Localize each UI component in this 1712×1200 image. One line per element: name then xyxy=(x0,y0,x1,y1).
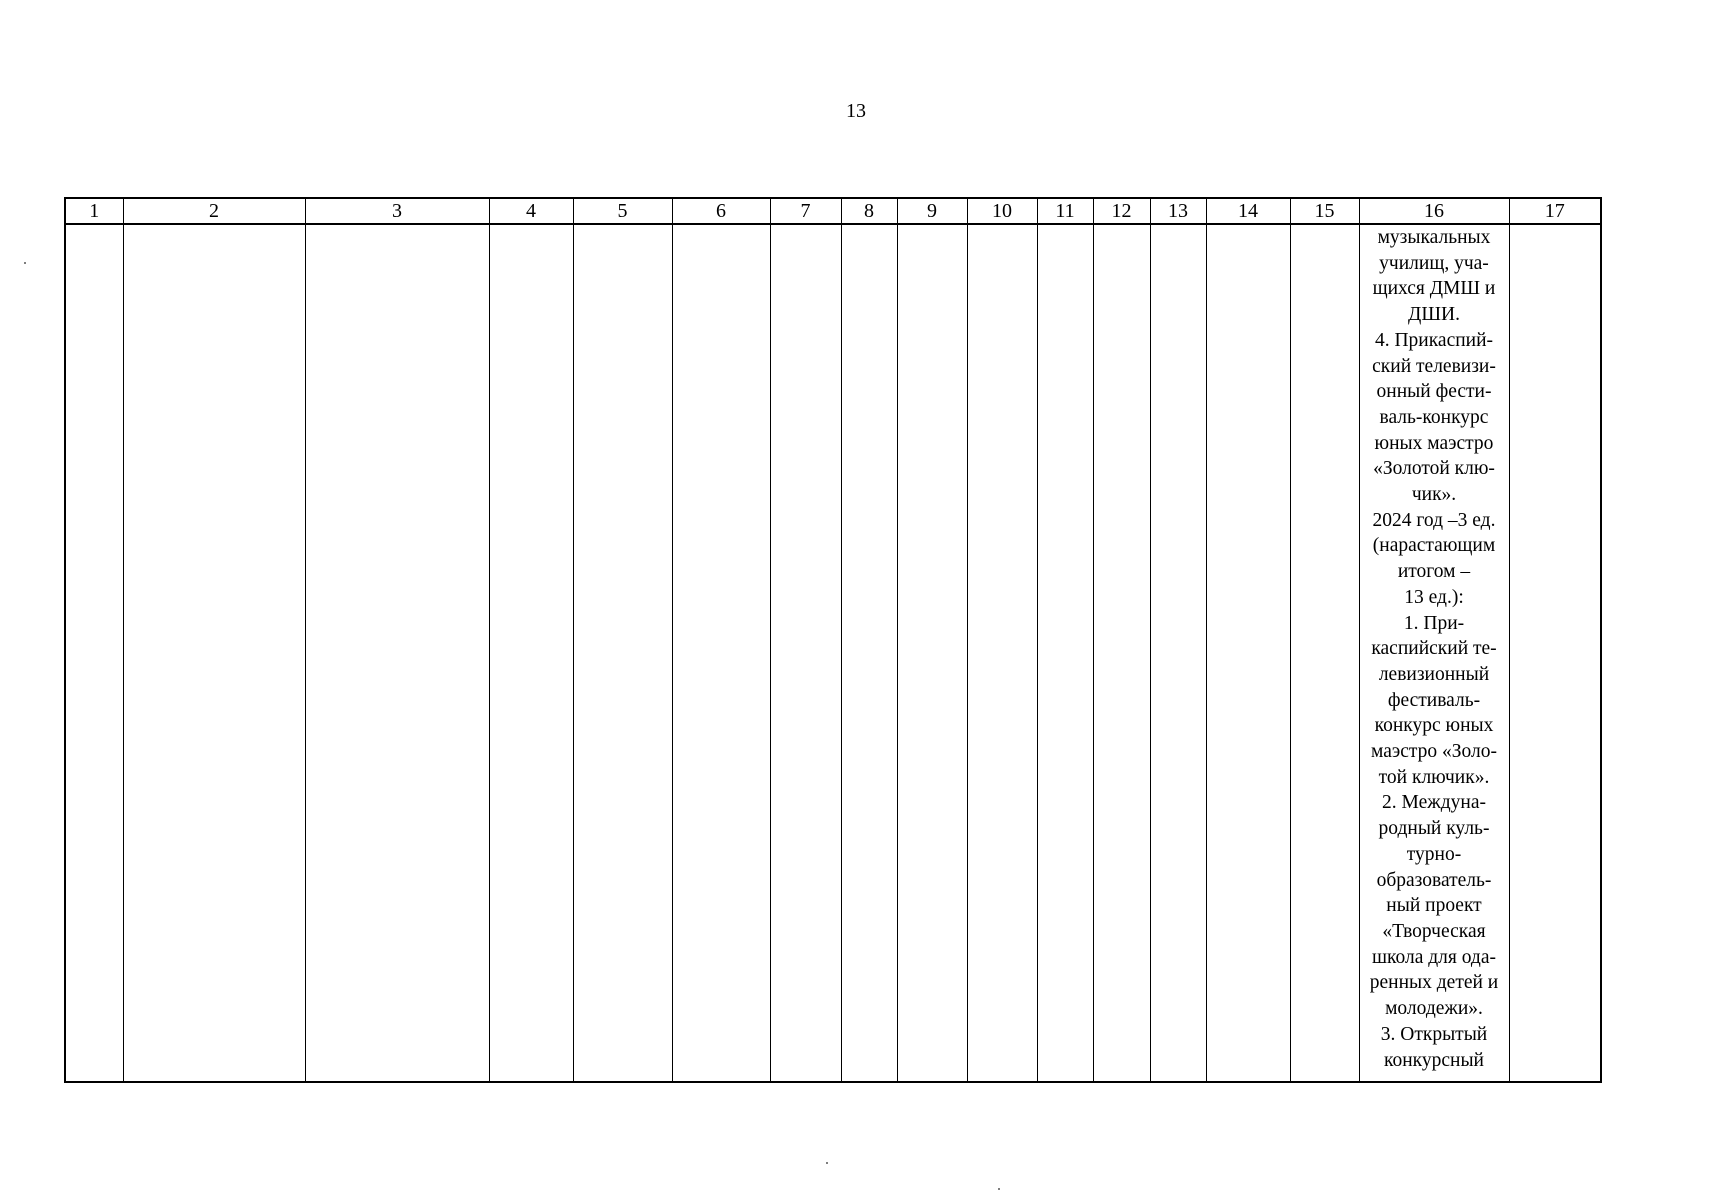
table-cell xyxy=(1206,224,1290,1082)
column-header: 17 xyxy=(1509,198,1601,224)
table-cell xyxy=(841,224,897,1082)
cell-text-line: ренных детей и xyxy=(1369,972,1499,994)
cell-text-line: турно- xyxy=(1406,843,1462,865)
cell-text-line: 1. При- xyxy=(1403,612,1465,634)
table-cell-column-16 xyxy=(1359,224,1509,1082)
column-header: 11 xyxy=(1037,198,1093,224)
scan-speck xyxy=(998,1188,1000,1190)
column-header: 14 xyxy=(1206,198,1290,224)
page-number: 13 xyxy=(846,100,866,122)
cell-text-line: «Творческая xyxy=(1382,920,1486,942)
table-cell xyxy=(305,224,489,1082)
cell-text-line: конкурсный xyxy=(1384,1049,1484,1071)
cell-text-line: щихся ДМШ и xyxy=(1372,278,1496,300)
table-cell xyxy=(489,224,573,1082)
cell-text-line: училищ, уча- xyxy=(1379,252,1489,274)
cell-text-line: 13 ед.): xyxy=(1404,586,1464,608)
scan-speck xyxy=(826,1162,828,1164)
cell-text-line: юных маэстро xyxy=(1374,432,1494,454)
cell-text-line: родный куль- xyxy=(1378,818,1490,840)
cell-text-line: 3. Открытый xyxy=(1380,1023,1488,1045)
cell-text-line: чик». xyxy=(1411,484,1457,506)
column-header: 10 xyxy=(967,198,1037,224)
cell-text-line: школа для ода- xyxy=(1371,946,1496,968)
cell-text-line: итогом – xyxy=(1397,561,1471,583)
table-cell xyxy=(770,224,841,1082)
scan-speck xyxy=(24,262,26,264)
cell-text-line: ский телевизи- xyxy=(1372,355,1496,377)
table-cell xyxy=(123,224,305,1082)
table-cell xyxy=(1290,224,1359,1082)
cell-text-line: ДШИ. xyxy=(1408,304,1460,326)
table-cell xyxy=(897,224,967,1082)
table-cell xyxy=(1093,224,1150,1082)
table-cell xyxy=(1150,224,1206,1082)
cell-text-line: (нарастающим xyxy=(1372,535,1496,557)
cell-text-line: фестиваль- xyxy=(1387,689,1481,711)
cell-text-line: той ключик». xyxy=(1378,766,1490,788)
cell-text-line: музыкальных xyxy=(1377,227,1491,248)
cell-text-line: молодежи». xyxy=(1385,998,1483,1020)
column-header: 9 xyxy=(897,198,967,224)
cell-text-line: валь-конкурс xyxy=(1379,406,1489,428)
column-header: 16 xyxy=(1359,198,1509,224)
cell-text-line: онный фести- xyxy=(1376,381,1492,403)
cell-text-line: левизионный xyxy=(1378,663,1490,685)
cell-text-line: конкурс юных xyxy=(1374,715,1494,737)
column-header: 8 xyxy=(841,198,897,224)
table-cell xyxy=(1509,224,1601,1082)
table-cell xyxy=(672,224,770,1082)
column-header: 6 xyxy=(672,198,770,224)
table-cell xyxy=(65,224,123,1082)
header-row xyxy=(65,198,1601,224)
column-header: 13 xyxy=(1150,198,1206,224)
column-header: 2 xyxy=(123,198,305,224)
cell-text-line: образователь- xyxy=(1376,869,1492,891)
cell-text-line: 4. Прикаспий- xyxy=(1374,329,1494,351)
table-cell xyxy=(573,224,672,1082)
column-header: 12 xyxy=(1093,198,1150,224)
cell-text-line: маэстро «Золо- xyxy=(1370,741,1497,763)
column-header: 15 xyxy=(1290,198,1359,224)
column-header: 3 xyxy=(305,198,489,224)
table-cell xyxy=(967,224,1037,1082)
cell-text-line: каспийский те- xyxy=(1371,638,1497,660)
data-table xyxy=(64,197,1602,1083)
column-header: 4 xyxy=(489,198,573,224)
column-header: 1 xyxy=(65,198,123,224)
cell-text-line: «Золотой клю- xyxy=(1373,458,1495,480)
table-cell xyxy=(1037,224,1093,1082)
column-header: 5 xyxy=(573,198,672,224)
column-header: 7 xyxy=(770,198,841,224)
cell-text-line: ный проект xyxy=(1386,895,1482,917)
table-row xyxy=(65,224,1601,1082)
cell-text-line: 2. Междуна- xyxy=(1382,792,1486,814)
cell-text-line: 2024 год –3 ед. xyxy=(1372,509,1496,531)
